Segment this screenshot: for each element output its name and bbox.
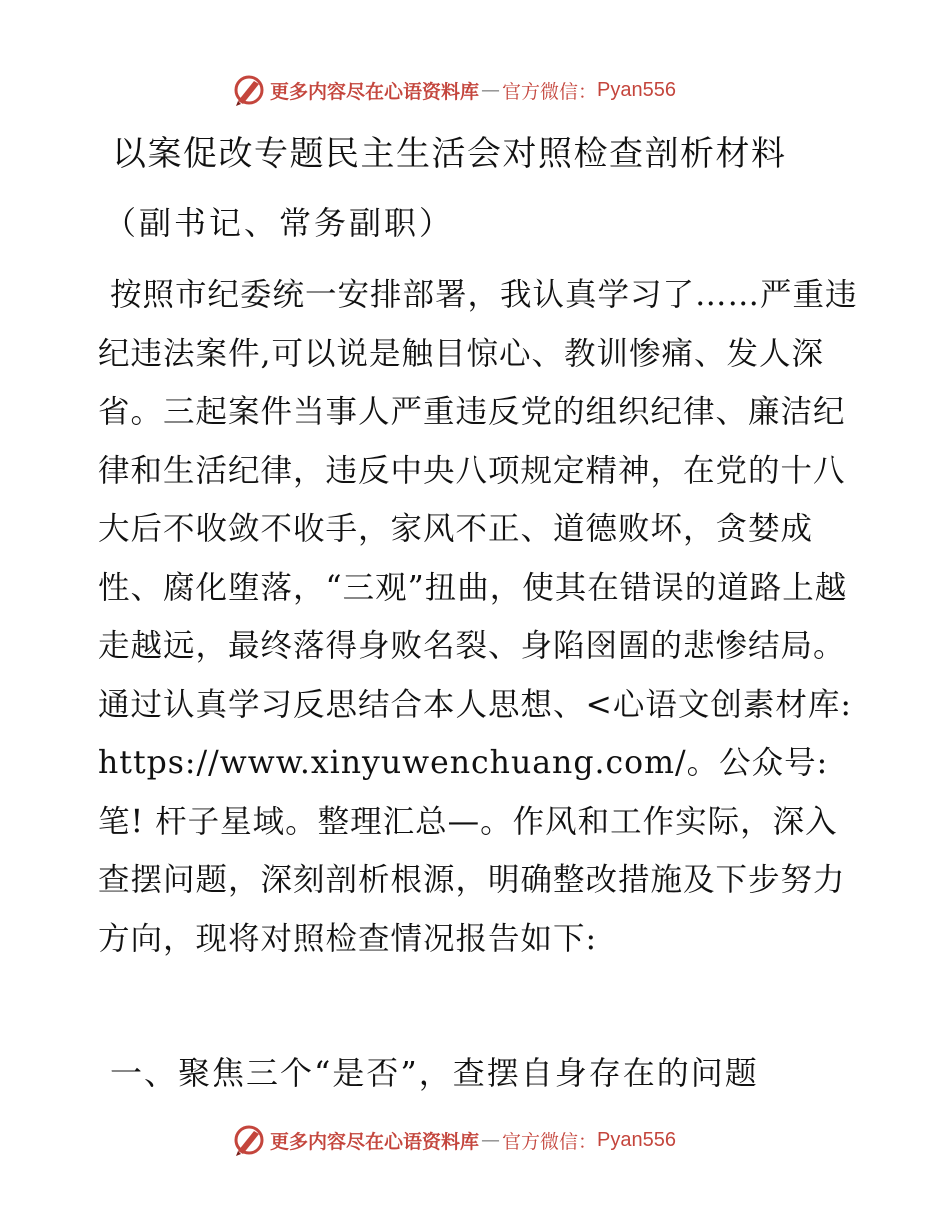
body-paragraph: 按照市纪委统一安排部署，我认真学习了……严重违纪违法案件,可以说是触目惊心、教训惨痛、发人深省。三起案件当事人严重违反党的组织纪律、廉洁纪律和生活纪律，违反中央八项规定精神，在党的十八大后不收敛不收手，家风不正、道德败坏，贪婪成性、腐化堕落，“三观”扭曲，使其在错误的道路上越走越远，最终落得身败名裂、身陷囹圄的悲惨结局。通过认真学习反思结合本人思想、<心语文创素材库: https://www.xinyuwenchuang.com/。公众号: 笔! 杆子星域。整理汇总—。作风和工作实际，深入查摆问题，深刻剖析根源，明确整改措施及下步努力方向，现将对照检查情况报告如下: (98, 277, 858, 957)
header-watermark (232, 72, 676, 108)
watermark-wechat-label: 官方微信： (502, 80, 598, 103)
watermark-wechat-label: 官方微信： (502, 1130, 598, 1153)
watermark-wechat-id: Pyan556 (597, 1128, 676, 1151)
watermark-separator: — (481, 79, 501, 101)
footer-watermark (232, 1122, 676, 1158)
pen-circle-logo-icon (232, 1123, 266, 1157)
watermark-text: 更多内容尽在心语资料库 (270, 80, 480, 103)
document-subtitle: （副书记、常务副职） (104, 204, 455, 242)
document-title: 以案促改专题民主生活会对照检查剖析材料 (112, 134, 787, 174)
pen-circle-logo-icon (232, 73, 266, 107)
section-heading: 一、聚焦三个“是否”，查摆自身存在的问题 (110, 1054, 759, 1092)
watermark-separator: — (481, 1129, 501, 1151)
watermark-text: 更多内容尽在心语资料库 (270, 1130, 480, 1153)
watermark-wechat-id: Pyan556 (597, 78, 676, 101)
